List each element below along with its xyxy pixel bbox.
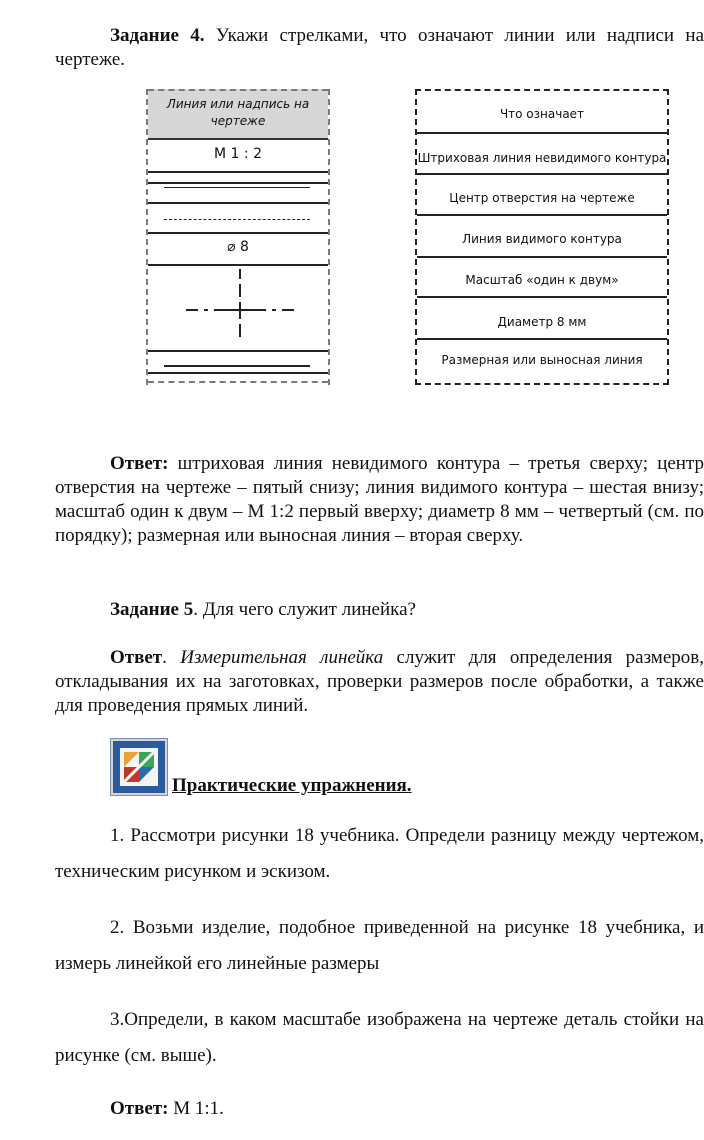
row-separator — [148, 202, 328, 204]
hidden-contour-line-sample — [164, 219, 310, 220]
meaning-item: Размерная или выносная линия — [441, 353, 643, 367]
answer5-dot: . — [162, 647, 181, 668]
right-header: Что означает — [499, 107, 585, 121]
practice-icon — [111, 739, 167, 795]
meaning-item: Масштаб «один к двум» — [465, 273, 619, 287]
visible-contour-line-sample — [164, 187, 310, 188]
row-separator — [148, 182, 328, 184]
row-separator — [417, 296, 667, 298]
answer5-label: Ответ — [110, 647, 163, 668]
row-separator — [148, 232, 328, 234]
row-separator — [148, 372, 328, 374]
row-separator — [148, 350, 328, 352]
row-separator — [417, 132, 667, 134]
practice-heading-text: Практические упражнения. — [172, 775, 412, 796]
practice-item-2: 2. Возьми изделие, подобное приведенной на рисунке 18 учебника, и измерь линейкой его линейные размеры — [55, 917, 704, 974]
left-header-text: Линия или надпись на чертеже — [166, 97, 310, 128]
practice-heading — [172, 774, 572, 798]
center-mark-sample — [178, 269, 298, 349]
practice-answer-label: Ответ: — [110, 1098, 169, 1119]
row-separator — [148, 171, 328, 173]
task5-label: Задание 5 — [110, 599, 194, 620]
thick-line-sample — [164, 365, 310, 367]
task5-paragraph — [55, 598, 704, 622]
practice-item-1: 1. Рассмотри рисунки 18 учебника. Определи разницу между чертежом, техническим рисунком и эскизом. — [55, 825, 704, 882]
left-column-bottom-edge — [148, 381, 328, 383]
task4-text: Укажи стрелками, что означают линии или надписи на чертеже. — [55, 25, 704, 70]
scale-label: М 1 : 2 — [214, 146, 262, 162]
answer4-paragraph — [55, 452, 704, 548]
task4-paragraph — [55, 24, 704, 72]
practice-item-3: 3.Определи, в каком масштабе изображена на чертеже деталь стойки на рисунке (см. выше). — [55, 1009, 704, 1066]
left-column-header — [148, 89, 328, 140]
meaning-item: Центр отверстия на чертеже — [449, 191, 635, 205]
answer4-label: Ответ: — [110, 453, 169, 474]
answer5-paragraph — [55, 646, 704, 718]
answer4-text: штриховая линия невидимого контура – третья сверху; центр отверстия на чертеже – пятый снизу; линия видимого контура – шестая внизу; масштаб один к двум – М 1:2 первый вверху; диаметр 8 мм – четвертый (см. по порядку); размерная или выносная линия – вторая сверху. — [55, 453, 704, 546]
task4-label: Задание 4. — [110, 25, 205, 46]
answer5-text: служит для определения размеров, откладывания их на заготовках, проверки размеров после обработки, а также для проведения прямых линий. — [55, 647, 704, 716]
figure-left-column — [146, 89, 330, 385]
row-separator — [417, 173, 667, 175]
row-separator — [417, 256, 667, 258]
practice-answer — [55, 1097, 704, 1121]
answer5-italic: Измерительная линейка — [180, 647, 384, 668]
diameter-label: ⌀ 8 — [227, 239, 249, 255]
figure-right-column — [415, 89, 669, 385]
row-separator — [148, 264, 328, 266]
meaning-item: Диаметр 8 мм — [497, 315, 587, 329]
row-separator — [417, 214, 667, 216]
practice-answer-text: М 1:1. — [168, 1098, 224, 1119]
task5-text: . Для чего служит линейка? — [193, 599, 416, 620]
meaning-item: Линия видимого контура — [462, 232, 622, 246]
row-separator — [417, 338, 667, 340]
meaning-item: Штриховая линия невидимого контура — [417, 151, 667, 165]
